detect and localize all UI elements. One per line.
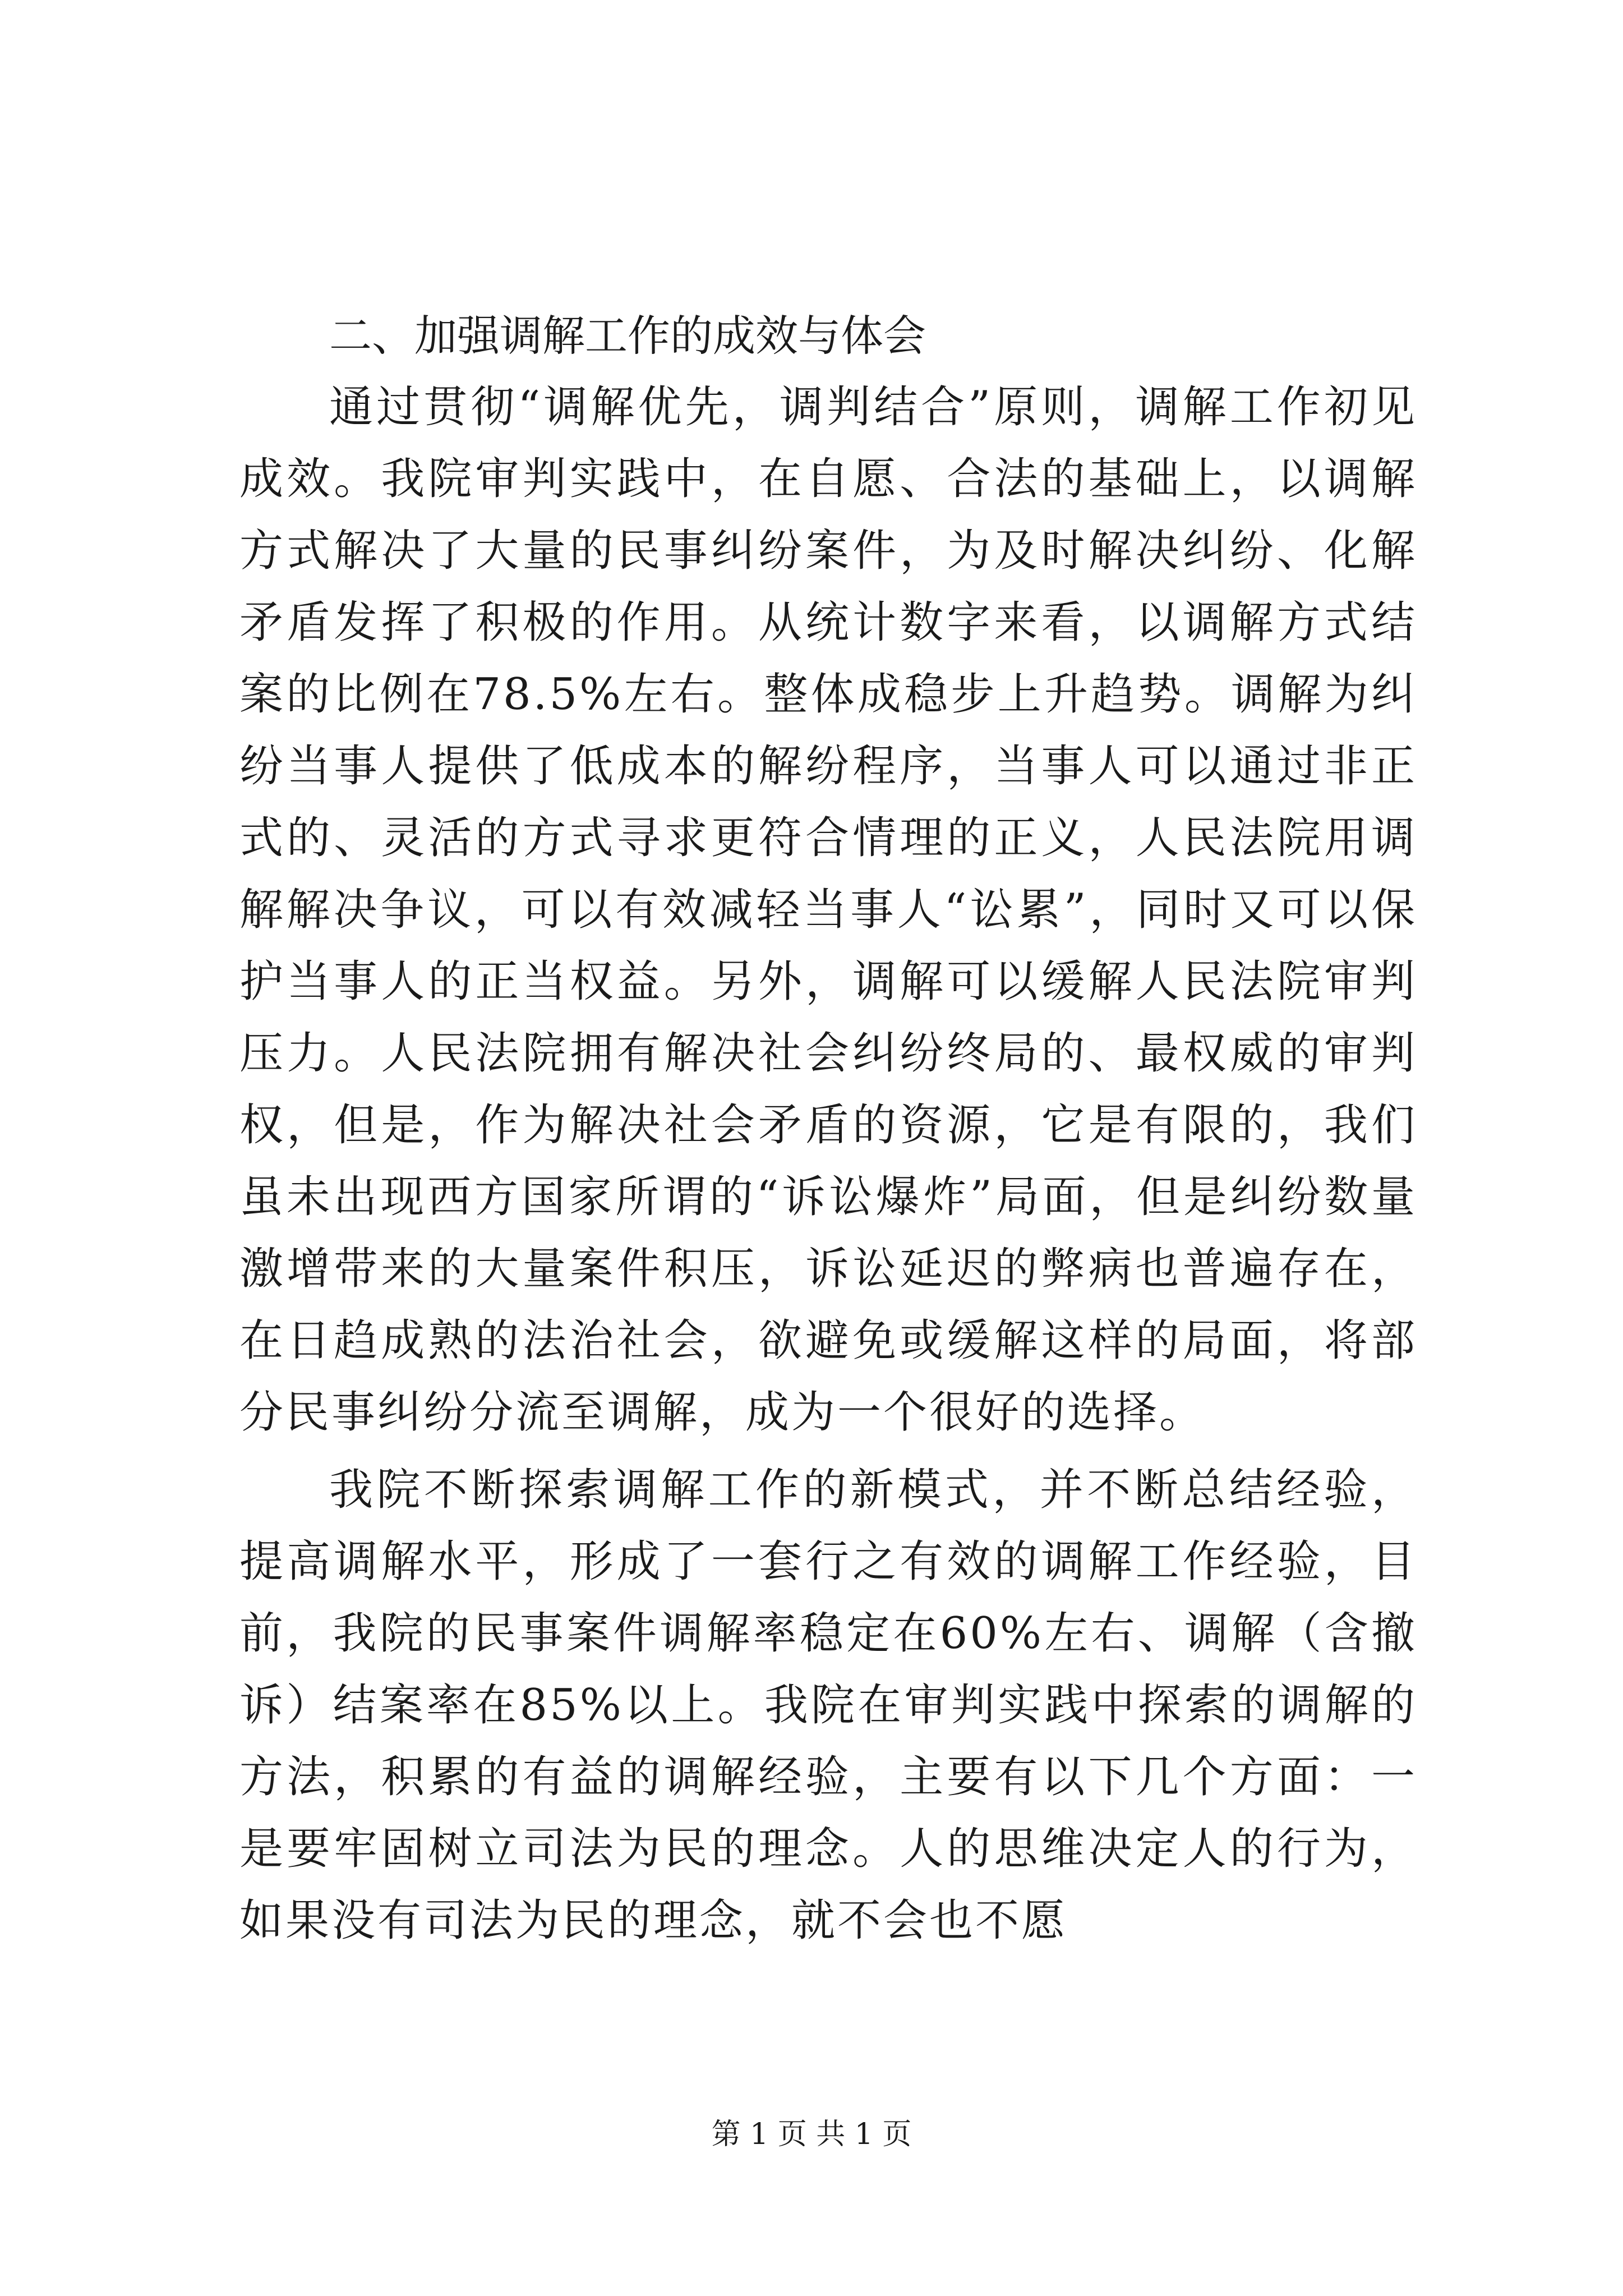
page-footer: 第 1 页 共 1 页 <box>711 2118 912 2151</box>
paragraph-2: 我院不断探索调解工作的新模式，并不断总结经验，提高调解水平，形成了一套行之有效的调解工作经验，目前，我院的民事案件调解率稳定在60%左右、调解（含撤诉）结案率在85%以上。我院在审判实践中探索的调解的方法，积累的有益的调解经验，主要有以下几个方面：一是要牢固树立司法为民的理念。人的思维决定人的行为，如果没有司法为民的理念，就不会也不愿 <box>239 1465 1417 1946</box>
document-body <box>239 301 1417 1957</box>
section-heading: 二、加强调解工作的成效与体会 <box>329 311 926 361</box>
paragraph-1: 通过贯彻“调解优先，调判结合”原则，调解工作初见成效。我院审判实践中，在自愿、合法的基础上，以调解方式解决了大量的民事纠纷案件，为及时解决纠纷、化解矛盾发挥了积极的作用。从统计数字来看，以调解方式结案的比例在78.5%左右。整体成稳步上升趋势。调解为纠纷当事人提供了低成本的解纷程序，当事人可以通过非正式的、灵活的方式寻求更符合情理的正义，人民法院用调解解决争议，可以有效减轻当事人“讼累”，同时又可以保护当事人的正当权益。另外，调解可以缓解人民法院审判压力。人民法院拥有解决社会纠纷终局的、最权威的审判权，但是，作为解决社会矛盾的资源，它是有限的，我们虽未出现西方国家所谓的“诉讼爆炸”局面，但是纠纷数量激增带来的大量案件积压，诉讼延迟的弊病也普遍存在，在日趋成熟的法治社会，欲避免或缓解这样的局面，将部分民事纠纷分流至调解，成为一个很好的选择。 <box>239 382 1417 1438</box>
